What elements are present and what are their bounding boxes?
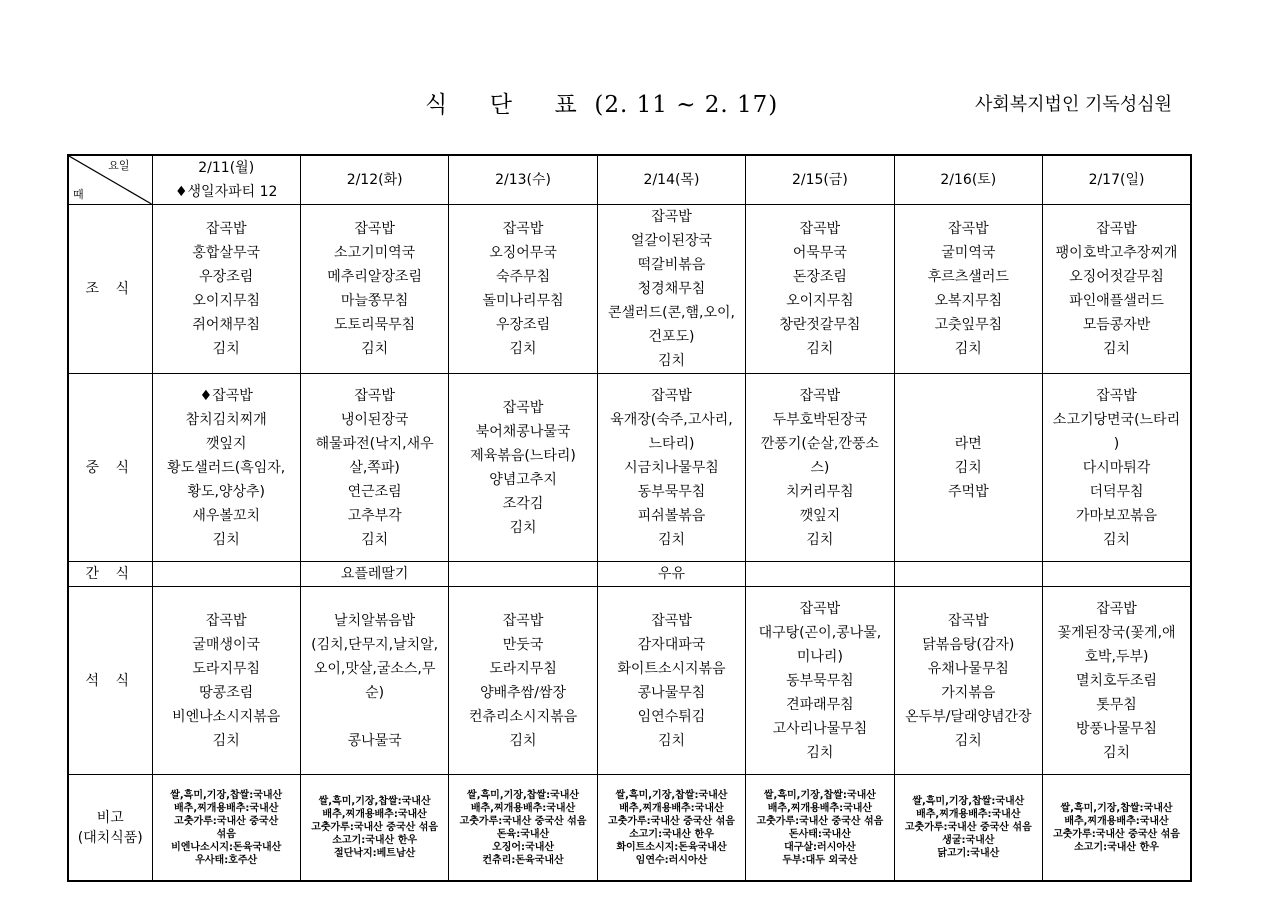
row-label-snack: 간 식: [68, 562, 152, 587]
note-line: 배추,찌개용배추:국내산: [916, 809, 1021, 820]
dinner-cell: [894, 587, 1042, 775]
day-header: [894, 155, 1042, 205]
note-line: 배추,찌개용배추:국내산: [619, 802, 724, 814]
menu-item: 김치: [509, 519, 537, 536]
note-line: 배추,찌개용배추:국내산: [470, 802, 576, 814]
note-line: 고춧가루:국내산 중국산 섞음: [311, 822, 439, 833]
notes-label-line: 비고: [96, 809, 124, 826]
day-header: [1043, 155, 1191, 205]
menu-item: (김치,단무지,날치알,: [311, 636, 439, 653]
note-line: 쌀,흑미,기장,찹쌀:국내산: [912, 796, 1025, 807]
menu-item: 요플레딸기: [340, 566, 409, 582]
dinner-cell: [1043, 587, 1191, 775]
menu-item: 방풍나물무침: [1075, 720, 1158, 737]
page-title: 식 단 표 (2. 11 ~ 2. 17): [425, 92, 779, 118]
snack-cell: [597, 562, 745, 587]
day-date: 2/16(토): [940, 172, 997, 188]
day-date: 2/15(금): [791, 172, 848, 188]
snack-cell: [746, 562, 894, 587]
breakfast-cell: [746, 205, 894, 374]
menu-item: 제육볶음(느타리): [470, 447, 576, 464]
menu-item: 오징어젓갈무침: [1069, 269, 1164, 285]
note-line: 쌀,흑미,기장,찹쌀:국내산: [763, 789, 876, 801]
header-row: [68, 155, 1191, 205]
menu-item: 창란젓갈무침: [779, 317, 861, 333]
note-line: 소고기:국내산 한우: [1074, 841, 1159, 853]
menu-item: 라면: [954, 435, 982, 452]
menu-item: 도토리묵무침: [334, 317, 416, 333]
menu-item: 돌미나리무침: [482, 293, 564, 309]
menu-item: 땅콩조림: [199, 684, 254, 701]
menu-item: 숙주무침: [496, 269, 551, 285]
snack-cell: [300, 562, 448, 587]
menu-item: 피쉬볼볶음: [637, 507, 706, 524]
menu-item: 굴매생이국: [192, 636, 261, 653]
menu-item: 김치: [509, 341, 537, 357]
menu-item: 김치: [212, 531, 240, 548]
notes-cell: [746, 775, 894, 882]
menu-item: 동부묵무침: [786, 672, 854, 689]
menu-item: 청경채무침: [637, 281, 706, 297]
menu-item: 김치: [212, 732, 240, 749]
menu-item: 오이지무침: [192, 293, 261, 309]
menu-item: 김치: [806, 744, 834, 761]
menu-item: 조각김: [502, 495, 544, 512]
menu-item: 얼갈이된장국: [630, 233, 713, 249]
note-line: 오징어:국내산: [492, 841, 555, 853]
menu-item: 잡곡밥: [799, 387, 841, 404]
menu-item: 호박,두부): [1084, 648, 1149, 665]
note-line: 고춧가루:국내산 중국산 섞음: [1053, 828, 1180, 840]
snack-cell: [894, 562, 1042, 587]
day-header: [300, 155, 448, 205]
note-line: 쌀,흑미,기장,찹쌀:국내산: [1060, 802, 1173, 814]
breakfast-cell: [597, 205, 745, 374]
menu-item: 도라지무침: [489, 660, 557, 677]
lunch-row: [68, 374, 1191, 562]
menu-item: 더덕무침: [1089, 483, 1144, 500]
note-line: 배추,찌개용배추:국내산: [174, 802, 279, 814]
menu-item: 김치: [954, 341, 982, 357]
menu-item: 잡곡밥: [948, 221, 989, 237]
notes-row: [68, 775, 1191, 882]
menu-item: 잡곡밥: [354, 221, 395, 237]
row-label-lunch: 중 식: [68, 374, 152, 562]
menu-item: 김치: [1102, 531, 1131, 548]
menu-item: 꽃게된장국(꽃게,애: [1057, 624, 1176, 641]
note-line: 대구살:러시아산: [784, 841, 856, 853]
menu-item: 김치: [1102, 744, 1131, 761]
menu-item: 오징어무국: [489, 245, 557, 261]
menu-item: 잡곡밥: [205, 221, 247, 237]
breakfast-cell: [152, 205, 300, 374]
menu-item: 김치: [361, 341, 389, 357]
menu-item: 소고기당면국(느타리: [1052, 411, 1181, 428]
dinner-cell: [746, 587, 894, 775]
menu-item: 김치: [509, 732, 537, 749]
note-line: 소고기:국내산 한우: [629, 828, 714, 840]
menu-item: 후르츠샐러드: [927, 269, 1009, 285]
note-line: 고춧가루:국내산 중국산 섞음: [459, 815, 587, 827]
menu-item: 깻잎지: [205, 435, 247, 452]
corner-header: [68, 155, 152, 205]
note-line: 고춧가루:국내산 중국산: [174, 815, 279, 827]
notes-cell: [894, 775, 1042, 882]
notes-cell: [152, 775, 300, 882]
day-date: 2/13(수): [495, 172, 551, 188]
menu-item: 오복지무침: [934, 293, 1003, 309]
menu-item: 양념고추지: [489, 471, 557, 488]
notes-cell: [597, 775, 745, 882]
note-line: 절단낙지:베트남산: [333, 848, 416, 859]
menu-item: 견파래무침: [786, 696, 854, 713]
day-date: 2/14(목): [643, 172, 700, 188]
row-label-breakfast: 조 식: [68, 205, 152, 374]
menu-item: 콘샐러드(콘,햄,오이,: [607, 305, 735, 321]
notes-cell: [1043, 775, 1191, 882]
menu-item: 양배추쌈/쌈장: [480, 684, 566, 701]
dinner-cell: [597, 587, 745, 775]
menu-item: 김치: [657, 353, 685, 369]
menu-item: 닭볶음탕(감자): [922, 636, 1015, 653]
menu-item: 잡곡밥: [799, 221, 841, 237]
lunch-cell: [894, 374, 1042, 562]
menu-item: 우장조림: [496, 317, 551, 333]
menu-item: 건포도): [648, 329, 695, 345]
menu-item: 감자대파국: [637, 636, 706, 653]
note-line: 비엔나소시지:돈육국내산: [171, 841, 282, 853]
menu-item: 굴미역국: [941, 245, 996, 261]
menu-item: 멸치호두조림: [1075, 672, 1158, 689]
menu-item: 우장조림: [199, 269, 254, 285]
menu-item: 김치: [806, 341, 834, 357]
note-line: 임연수:러시아산: [635, 854, 708, 866]
menu-item: 순): [365, 684, 385, 701]
menu-item: 황도샐러드(흑임자,: [167, 459, 286, 476]
menu-item: 살,쪽파): [349, 459, 400, 476]
menu-item: 해물파전(낙지,새우: [315, 435, 434, 452]
note-line: 배추,찌개용배추:국내산: [1064, 815, 1169, 827]
note-line: 고춧가루:국내산 중국산 섞음: [756, 815, 884, 827]
menu-item: 동부묵무침: [637, 483, 706, 500]
menu-item: 잡곡밥: [502, 399, 544, 416]
menu-item: 잡곡밥: [205, 612, 247, 629]
menu-item: 김치: [361, 531, 389, 548]
day-header: [449, 155, 597, 205]
note-line: 컨츄리:돈육국내산: [482, 854, 564, 866]
menu-item: 잡곡밥: [651, 209, 692, 225]
menu-item: 두부호박된장국: [772, 411, 868, 428]
menu-item: 새우볼꼬치: [192, 507, 261, 524]
menu-item: 시금치나물무침: [624, 459, 719, 476]
organization-name: 사회복지법인 기독성심원: [975, 94, 1172, 115]
menu-item: 다시마튀각: [1082, 459, 1151, 476]
menu-item: 떡갈비볶음: [637, 257, 706, 273]
menu-item: 김치: [806, 531, 834, 548]
menu-item: 김치: [1102, 341, 1131, 357]
menu-item: 쥐어채무침: [192, 317, 261, 333]
menu-item: 김치: [954, 459, 982, 476]
menu-item: 어묵무국: [792, 245, 847, 261]
note-line: 우사태:호주산: [195, 854, 258, 866]
menu-item: 김치: [657, 531, 685, 548]
lunch-cell: [300, 374, 448, 562]
dinner-cell: [449, 587, 597, 775]
menu-item: 비엔나소시지볶음: [172, 708, 281, 725]
note-line: 고춧가루:국내산 중국산 섞음: [608, 815, 735, 827]
menu-item: 육개장(숙주,고사리,: [610, 411, 733, 428]
menu-item: 가지볶음: [941, 684, 996, 701]
menu-item: 홍합살무국: [192, 245, 261, 261]
note-line: 쌀,흑미,기장,찹쌀:국내산: [170, 789, 283, 801]
snack-row: [68, 562, 1191, 587]
snack-cell: [152, 562, 300, 587]
menu-item: 화이트소시지볶음: [617, 660, 726, 677]
breakfast-row: [68, 205, 1191, 374]
breakfast-cell: [1043, 205, 1191, 374]
dinner-row: [68, 587, 1191, 775]
menu-item: 오이지무침: [786, 293, 854, 309]
menu-item: 김치: [954, 732, 982, 749]
breakfast-cell: [449, 205, 597, 374]
menu-item: 콩나물무침: [637, 684, 706, 701]
menu-item: 깻잎지: [799, 507, 841, 524]
menu-item: 돈장조림: [792, 269, 847, 285]
snack-cell: [1043, 562, 1191, 587]
notes-label-line: (대치식품): [77, 829, 143, 846]
menu-item: ♦잡곡밥: [199, 387, 253, 404]
day-date: 2/17(일): [1088, 172, 1145, 188]
menu-item: 오이,맛살,굴소스,무: [313, 660, 436, 677]
menu-item: 황도,양상추): [187, 483, 265, 500]
menu-item: 도라지무침: [192, 660, 261, 677]
menu-item: 컨츄리소시지볶음: [468, 708, 578, 725]
day-date: 2/11(월): [198, 160, 255, 176]
menu-item: 마늘쫑무침: [340, 293, 409, 309]
notes-cell: [300, 775, 448, 882]
note-line: 두부:대두 외국산: [782, 854, 858, 866]
row-label-dinner: 석 식: [68, 587, 152, 775]
day-date: 2/12(화): [346, 172, 403, 188]
menu-item: 스): [810, 459, 830, 476]
day-note: ♦생일자파티 12: [174, 184, 278, 200]
note-line: 돈사태:국내산: [788, 828, 851, 840]
menu-item: 잡곡밥: [502, 221, 544, 237]
lunch-cell: [449, 374, 597, 562]
note-line: 화이트소시지:돈육국내산: [616, 841, 727, 853]
menu-item: 깐풍기(순살,깐풍소: [760, 435, 879, 452]
note-line: 돈육:국내산: [496, 828, 550, 840]
menu-item: 유채나물무침: [927, 660, 1009, 677]
snack-cell: [449, 562, 597, 587]
menu-item: [301, 705, 448, 729]
menu-item: 김치: [657, 732, 685, 749]
menu-item: 참치김치찌개: [185, 411, 267, 428]
note-line: 쌀,흑미,기장,찹쌀:국내산: [318, 796, 431, 807]
breakfast-cell: [300, 205, 448, 374]
corner-meal-label: 때: [73, 188, 84, 201]
menu-item: 잡곡밥: [354, 387, 395, 404]
menu-item: 만둣국: [502, 636, 544, 653]
day-header: [597, 155, 745, 205]
menu-item: 김치: [212, 341, 240, 357]
menu-item: 메추리알장조림: [327, 269, 422, 285]
menu-item: 톳무침: [1096, 696, 1137, 713]
menu-table: [67, 154, 1192, 882]
note-line: 섞음: [216, 828, 236, 840]
menu-item: 가마보꼬볶음: [1075, 507, 1158, 524]
menu-item: 온두부/달래양념간장: [905, 708, 1032, 725]
menu-item: 잡곡밥: [651, 612, 692, 629]
menu-item: 연근조림: [347, 483, 402, 500]
menu-item: 느타리): [648, 435, 695, 452]
row-label-notes: [68, 775, 152, 882]
dinner-cell: [152, 587, 300, 775]
menu-item: 잡곡밥: [1096, 221, 1137, 237]
menu-item: 잡곡밥: [1096, 387, 1137, 404]
menu-item: 콩나물국: [347, 732, 402, 749]
note-line: 쌀,흑미,기장,찹쌀:국내산: [467, 789, 580, 801]
menu-item: 대구탕(곤이,콩나물,: [758, 624, 882, 641]
menu-item: 임연수튀김: [637, 708, 706, 725]
note-line: 쌀,흑미,기장,찹쌀:국내산: [615, 789, 728, 801]
menu-item: 소고기미역국: [334, 245, 416, 261]
menu-item: 잡곡밥: [799, 600, 841, 617]
menu-item: 파인애플샐러드: [1069, 293, 1164, 309]
lunch-cell: [152, 374, 300, 562]
notes-cell: [449, 775, 597, 882]
lunch-cell: [746, 374, 894, 562]
note-line: 고춧가루:국내산 중국산 섞음: [904, 822, 1032, 833]
menu-item: 모듬콩자반: [1082, 317, 1151, 333]
note-line: 배추,찌개용배추:국내산: [322, 809, 427, 820]
menu-item: ): [1113, 435, 1120, 452]
menu-item: 잡곡밥: [1096, 600, 1137, 617]
menu-item: 고사리나물무침: [772, 720, 868, 737]
note-line: 소고기:국내산 한우: [332, 835, 418, 846]
note-line: 배추,찌개용배추:국내산: [767, 802, 873, 814]
menu-item: 주먹밥: [948, 483, 989, 500]
menu-item: 미나리): [796, 648, 843, 665]
lunch-cell: [597, 374, 745, 562]
menu-item: 고추부각: [347, 507, 402, 524]
day-header: [746, 155, 894, 205]
menu-item: 잡곡밥: [948, 612, 989, 629]
menu-item: 고춧잎무침: [934, 317, 1003, 333]
menu-item: 우유: [657, 566, 685, 582]
menu-item: 팽이호박고추장찌개: [1055, 245, 1178, 261]
menu-item: 치커리무침: [786, 483, 854, 500]
note-line: 생굴:국내산: [942, 835, 995, 846]
note-line: 닭고기:국내산: [937, 848, 1000, 859]
menu-item: 북어채콩나물국: [475, 423, 571, 440]
menu-item: 잡곡밥: [651, 387, 692, 404]
day-header: [152, 155, 300, 205]
menu-item: 냉이된장국: [340, 411, 409, 428]
breakfast-cell: [894, 205, 1042, 374]
corner-day-label: 요일: [108, 159, 130, 172]
lunch-cell: [1043, 374, 1191, 562]
menu-item: 잡곡밥: [502, 612, 544, 629]
menu-item: 날치알볶음밥: [334, 612, 416, 629]
dinner-cell: [300, 587, 448, 775]
